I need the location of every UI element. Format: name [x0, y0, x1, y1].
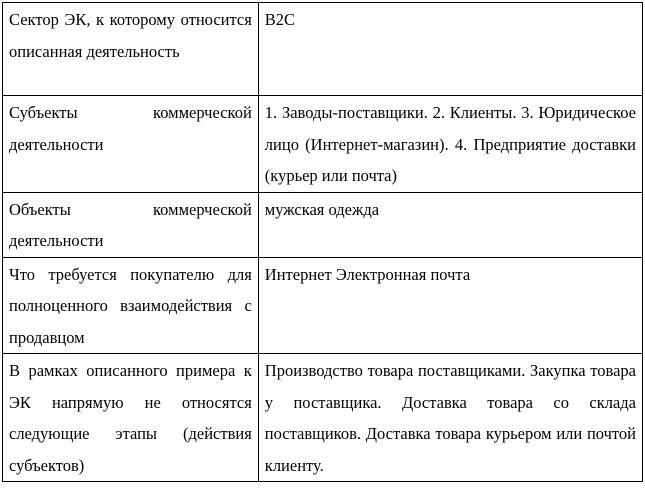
table-cell-value	[258, 3, 642, 96]
table-cell-label	[3, 257, 259, 354]
row-value-text: B2C	[264, 10, 296, 29]
table-row-excluded-stages	[3, 354, 643, 482]
table-cell-value	[258, 96, 642, 193]
row-value-text: 1. Заводы-поставщики. 2. Клиенты. 3. Юридическое лицо (Интернет-магазин). 4. Предприятие доставки (курьер или почта)	[264, 103, 636, 185]
table-cell-label	[3, 3, 259, 96]
row-label-text: В рамках описанного примера к ЭК напрямую не относятся следующие этапы (действия субъектов)	[9, 361, 252, 475]
table-cell-value	[258, 354, 642, 482]
table-cell-label	[3, 96, 259, 193]
table-cell-label	[3, 192, 259, 257]
table-cell-value	[258, 192, 642, 257]
row-label-text: Объекты коммерческой деятельности	[9, 199, 252, 250]
row-label-text: Сектор ЭК, к которому относится описанная деятельность	[9, 10, 252, 61]
table-row-requirements	[3, 257, 643, 354]
row-value-text: мужская одежда	[264, 199, 380, 219]
ecommerce-description-table	[2, 2, 643, 482]
table-row-sector	[3, 3, 643, 96]
row-label-text: Субъекты коммерческой деятельности	[9, 103, 252, 154]
table-cell-label	[3, 354, 259, 482]
table-row-objects	[3, 192, 643, 257]
table-row-subjects	[3, 96, 643, 193]
row-value-text: Интернет Электронная почта	[264, 264, 471, 284]
table-cell-value	[258, 257, 642, 354]
row-value-text: Производство товара поставщиками. Закупка товара у поставщика. Доставка товара со склада поставщиков. Доставка товара курьером или почтой клиенту.	[264, 361, 636, 475]
row-label-text: Что требуется покупателю для полноценного взаимодействия с продавцом	[9, 264, 252, 347]
